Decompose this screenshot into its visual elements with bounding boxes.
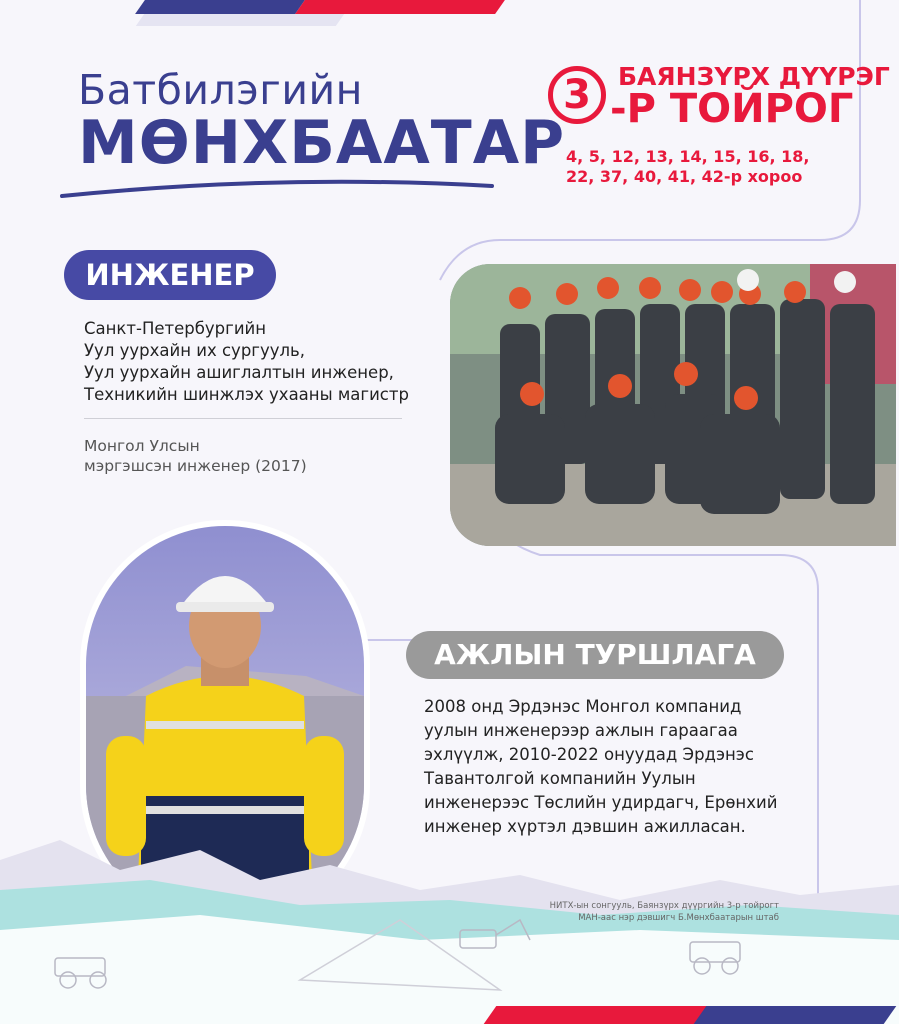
engineer-heading: ИНЖЕНЕР — [64, 250, 276, 300]
certification-text — [84, 436, 384, 476]
footer-line: МАН-аас нэр дэвшигч Б.Мөнхбаатарын штаб — [578, 913, 779, 923]
education-line: Уул уурхайн их сургууль, — [84, 341, 306, 360]
experience-text — [424, 695, 804, 839]
candidate-last-name: МӨНХБААТАР — [78, 108, 566, 178]
education-line: Санкт-Петербургийн — [84, 319, 267, 338]
education-line: Уул уурхайн ашиглалтын инженер, — [84, 363, 394, 382]
experience-heading: АЖЛЫН ТУРШЛАГА — [406, 631, 784, 679]
certification-line: мэргэшсэн инженер (2017) — [84, 457, 307, 475]
education-text — [84, 318, 414, 406]
experience-line: уулын инженерээр ажлын гараагаа — [424, 721, 738, 740]
footer-line: НИТХ-ын сонгууль, Баянзүрх дүүргийн 3-р тойрогт — [549, 901, 779, 911]
bottom-stripe-blue — [694, 1006, 897, 1024]
experience-line: эхлүүлж, 2010-2022 онуудад Эрдэнэс — [424, 745, 754, 764]
bottom-stripe-red — [484, 1006, 717, 1024]
education-line: Техникийн шинжлэх ухааны магистр — [84, 385, 409, 404]
experience-line: инженер хүртэл дэвшин ажилласан. — [424, 817, 746, 836]
experience-line: инженерээс Төслийн удирдагч, Ерөнхий — [424, 793, 778, 812]
experience-line: Тавантолгой компанийн Уулын — [424, 769, 696, 788]
name-underline — [60, 176, 500, 200]
footer-note — [550, 900, 779, 924]
district-circuit: -Р ТОЙРОГ — [610, 86, 854, 132]
candidate-first-name: Батбилэгийн — [78, 66, 363, 114]
district-khoroo-list: 4, 5, 12, 13, 14, 15, 16, 18, 22, 37, 40, 41, 42-р хороо — [566, 147, 810, 186]
district-name: БАЯНЗҮРХ ДҮҮРЭГ — [618, 62, 890, 91]
certification-line: Монгол Улсын — [84, 437, 200, 455]
experience-line: 2008 онд Эрдэнэс Монгол компанид — [424, 697, 742, 716]
group-photo — [450, 264, 896, 546]
district-number-badge: 3 — [548, 66, 606, 124]
section-divider — [84, 418, 402, 419]
